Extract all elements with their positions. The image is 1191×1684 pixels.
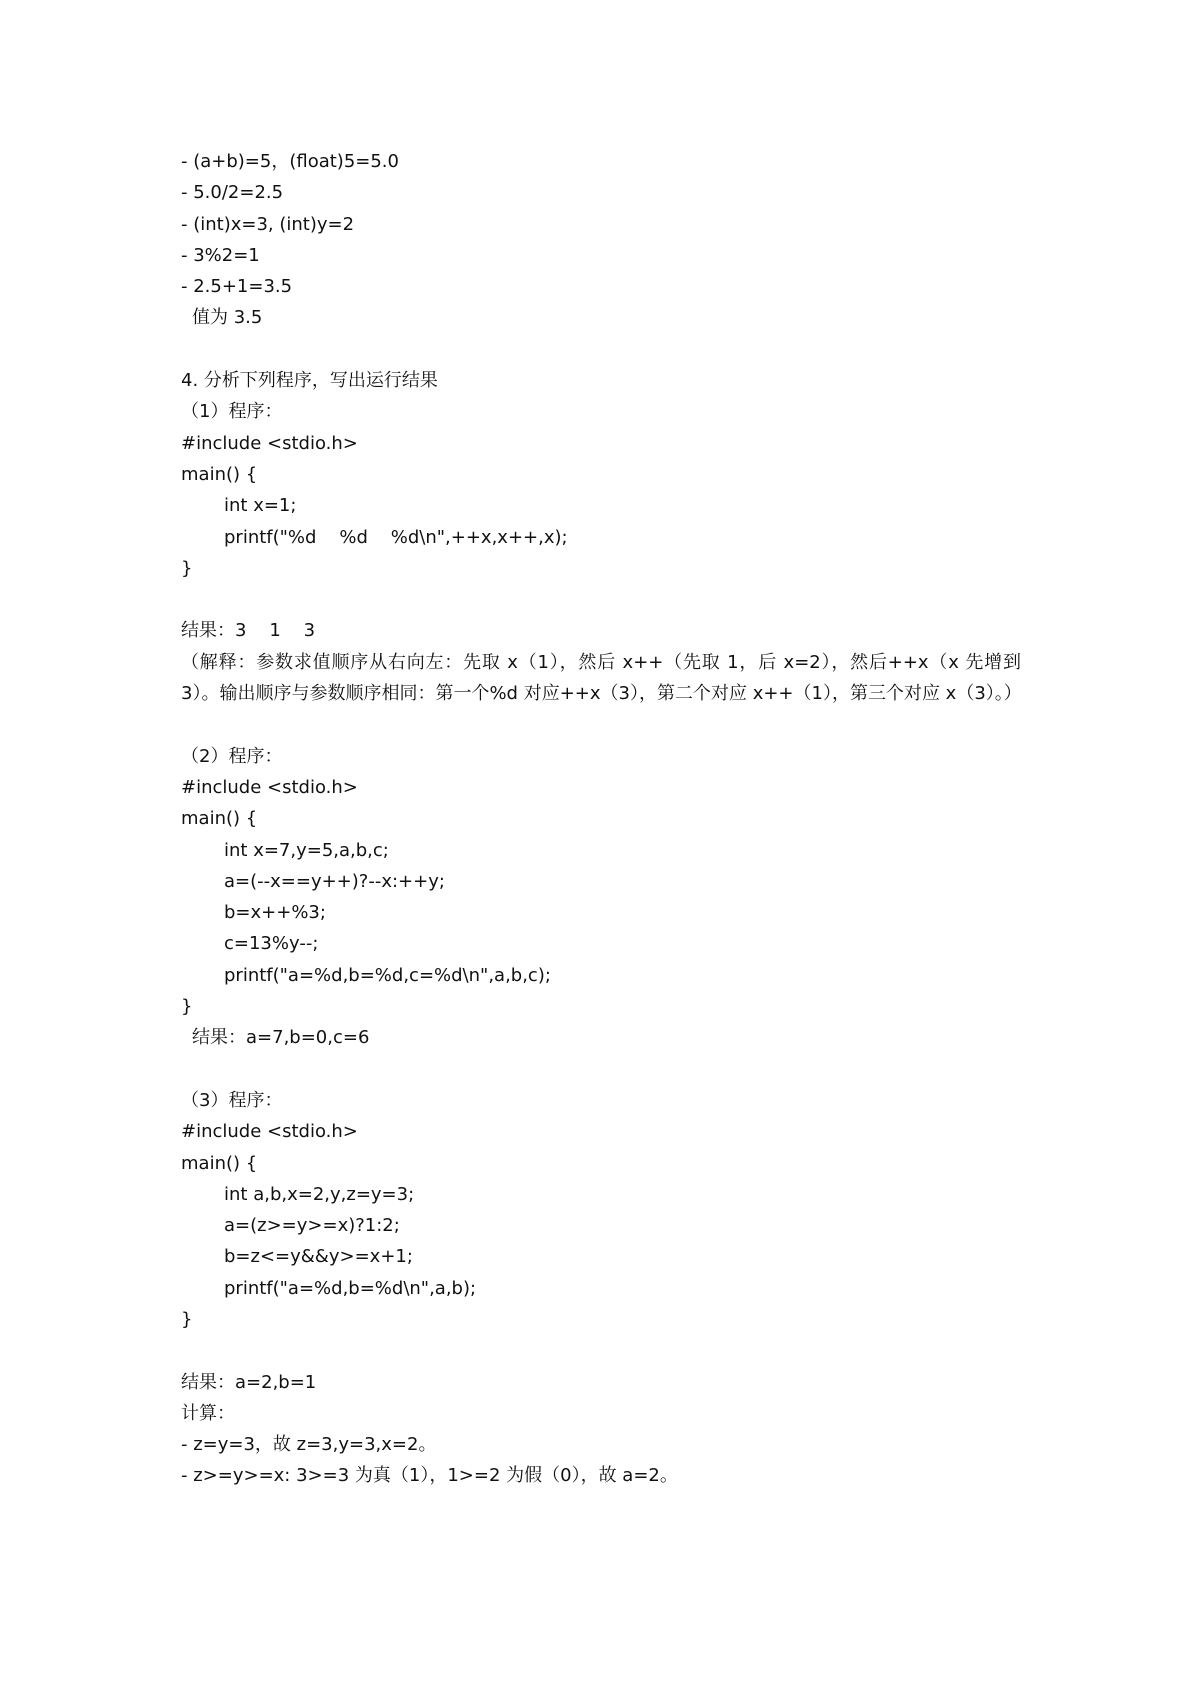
spacer	[181, 334, 1021, 365]
code-line: int x=1;	[224, 495, 297, 517]
code-line: int x=7,y=5,a,b,c;	[224, 839, 389, 861]
code-line: printf("a=%d,b=%d,c=%d\n",a,b,c);	[224, 964, 551, 986]
code-line: #include <stdio.h>	[181, 776, 358, 798]
program-label: （1）程序：	[181, 401, 283, 423]
code-line: main() {	[181, 1152, 258, 1174]
code-line: a=(--x==y++)?--x:++y;	[224, 870, 445, 892]
code-line: a=(z>=y>=x)?1:2;	[224, 1215, 400, 1237]
question-heading: 4. 分析下列程序，写出运行结果	[181, 370, 438, 392]
code-line: main() {	[181, 463, 258, 485]
program-explanation: （解释：参数求值顺序从右向左：先取 x（1），然后 x++（先取 1，后 x=2），然后++x（x 先增到 3）。输出顺序与参数顺序相同：第一个%d 对应++x（3），第二个对应 x++（1），第三个对应 x（3）。）	[181, 651, 1022, 705]
document-content	[181, 146, 1021, 1492]
spacer	[181, 1054, 1021, 1085]
calc-value: 值为 3.5	[192, 307, 263, 329]
code-line: b=z<=y&&y>=x+1;	[224, 1246, 413, 1268]
code-line: int a,b,x=2,y,z=y=3;	[224, 1183, 415, 1205]
spacer	[181, 709, 1021, 740]
code-line: #include <stdio.h>	[181, 432, 358, 454]
calc-step: - z>=y>=x: 3>=3 为真（1），1>=2 为假（0），故 a=2。	[181, 1465, 678, 1487]
code-line: }	[181, 557, 193, 579]
code-line: printf("%d %d %d\n",++x,x++,x);	[224, 526, 568, 548]
spacer	[181, 1335, 1021, 1366]
program-result: 结果：3 1 3	[181, 620, 316, 642]
code-line: b=x++%3;	[224, 902, 326, 924]
code-line: #include <stdio.h>	[181, 1121, 358, 1143]
calc-step: - 3%2=1	[181, 244, 260, 266]
program-result: 结果：a=2,b=1	[181, 1371, 317, 1393]
code-line: }	[181, 1308, 193, 1330]
code-line: printf("a=%d,b=%d\n",a,b);	[224, 1277, 477, 1299]
calc-label: 计算：	[181, 1402, 235, 1424]
calc-step: - 2.5+1=3.5	[181, 276, 293, 298]
program-label: （3）程序：	[181, 1089, 283, 1111]
code-line: main() {	[181, 808, 258, 830]
program-result: 结果：a=7,b=0,c=6	[192, 1027, 370, 1049]
calc-step: - (int)x=3, (int)y=2	[181, 213, 355, 235]
program-label: （2）程序：	[181, 745, 283, 767]
code-line: }	[181, 996, 193, 1018]
code-line: c=13%y--;	[224, 933, 319, 955]
spacer	[181, 584, 1021, 615]
calc-step: - 5.0/2=2.5	[181, 182, 284, 204]
calc-step: - (a+b)=5，(float)5=5.0	[181, 151, 399, 172]
calc-step: - z=y=3，故 z=3,y=3,x=2。	[181, 1434, 437, 1456]
